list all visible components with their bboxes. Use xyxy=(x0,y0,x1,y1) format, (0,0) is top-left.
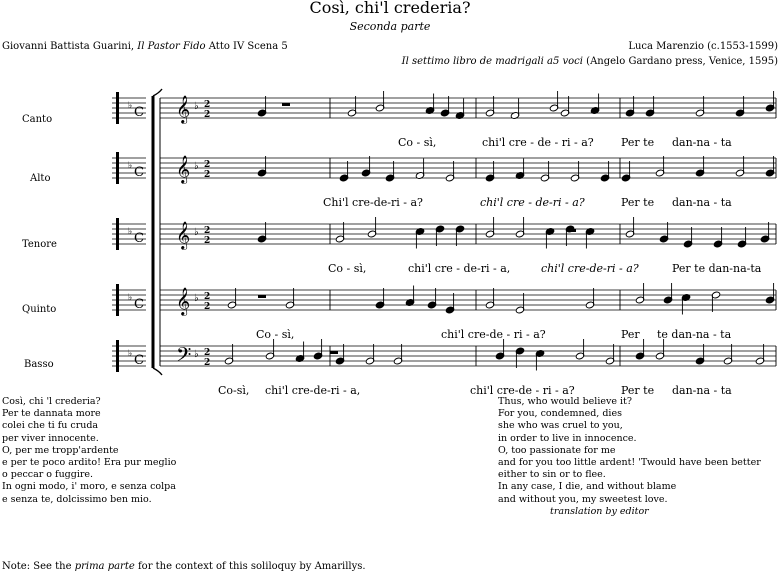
footnote-prefix: Note: See the xyxy=(2,561,72,572)
rest xyxy=(330,351,338,354)
poem-line: colei che ti fu cruda xyxy=(2,420,99,432)
treble-clef: 𝄞 xyxy=(176,155,191,183)
meter-num: 2 xyxy=(204,226,211,236)
meter-den: 2 xyxy=(204,110,211,120)
poem-line: e per te poco ardito! Era pur meglio xyxy=(2,457,177,469)
meter-num: 2 xyxy=(204,292,211,302)
lyric-tenore-3: chi'l cre-de-ri - a? xyxy=(541,262,639,275)
lyric-canto-1: Co - sì, xyxy=(398,136,437,149)
key-flat: ♭ xyxy=(194,227,199,238)
translation-credit: translation by editor xyxy=(550,505,649,517)
incipit-meter: C xyxy=(134,353,144,368)
poem-line: O, per me tropp'ardente xyxy=(2,444,119,456)
lyric-quinto-4: te dan-na - ta xyxy=(657,328,732,341)
lyric-basso-3: chi'l cre-de - ri - a? xyxy=(470,384,575,397)
incipit-meter: C xyxy=(134,105,144,120)
poem-line: o peccar o fuggire. xyxy=(2,469,94,481)
lyric-alto-4: dan-na - ta xyxy=(672,196,732,209)
composer-credit: Luca Marenzio (c.1553-1599) xyxy=(628,41,778,52)
poem-translation xyxy=(498,396,761,518)
rest xyxy=(258,295,266,298)
poem-line: In ogni modo, i' moro, e senza colpa xyxy=(2,481,176,493)
poem-original xyxy=(2,396,176,506)
lyric-quinto-2: chi'l cre-de - ri - a? xyxy=(441,328,546,341)
voice-name-alto: Alto xyxy=(30,173,51,184)
incipit-clef xyxy=(116,92,119,124)
translation-line: and for you too little ardent! 'Twould have been better xyxy=(498,457,761,469)
key-flat: ♭ xyxy=(194,349,199,360)
incipit-clef xyxy=(116,284,119,316)
incipit-clef xyxy=(116,152,119,184)
poem-line: e senza te, dolcissimo ben mio. xyxy=(2,493,152,505)
text-credit-author: Giovanni Battista Guarini, xyxy=(2,41,135,52)
voice-name-quinto: Quinto xyxy=(22,304,57,315)
piece-subtitle: Seconda parte xyxy=(349,20,431,33)
meter-den: 2 xyxy=(204,302,211,312)
meter-num: 2 xyxy=(204,160,211,170)
key-flat: ♭ xyxy=(194,161,199,172)
voice-name-tenore: Tenore xyxy=(22,239,57,250)
footnote-emph: prima parte xyxy=(74,561,135,572)
meter-den: 2 xyxy=(204,170,211,180)
rest xyxy=(568,229,576,232)
lyric-basso-4: Per te xyxy=(621,384,655,397)
lyric-tenore-2: chi'l cre - de-ri - a, xyxy=(408,262,511,275)
lyric-canto-3: Per te xyxy=(621,136,655,149)
translation-line: In any case, I die, and without blame xyxy=(498,481,677,493)
text-credit-work: Il Pastor Fido xyxy=(137,41,206,52)
incipit-clef xyxy=(116,340,119,372)
key-flat: ♭ xyxy=(194,101,199,112)
incipit-flat: ♭ xyxy=(128,293,133,303)
incipit-meter: C xyxy=(134,231,144,246)
lyric-canto-2: chi'l cre - de - ri - a? xyxy=(482,136,594,149)
source-title: Il settimo libro de madrigali a5 voci xyxy=(401,56,583,67)
translation-line: and without you, my sweetest love. xyxy=(498,493,668,505)
lyric-basso-5: dan-na - ta xyxy=(672,384,732,397)
rest xyxy=(282,103,290,106)
incipit-flat: ♭ xyxy=(128,349,133,359)
meter-num: 2 xyxy=(204,100,211,110)
source-rest: (Angelo Gardano press, Venice, 1595) xyxy=(586,56,778,67)
incipit-flat: ♭ xyxy=(128,161,133,171)
bass-clef: 𝄢 xyxy=(176,343,192,371)
lyric-quinto-1: Co - sì, xyxy=(256,328,295,341)
meter-den: 2 xyxy=(204,236,211,246)
poem-line: Così, chi 'l crederia? xyxy=(2,396,101,407)
incipit-clef xyxy=(116,218,119,250)
lyric-basso-2: chi'l cre-de-ri - a, xyxy=(265,384,361,397)
voice-name-basso: Basso xyxy=(24,359,54,370)
poem-line: Per te dannata more xyxy=(2,408,101,420)
lyric-canto-4: dan-na - ta xyxy=(672,136,732,149)
treble-clef: 𝄞 xyxy=(176,95,191,123)
lyric-alto-3: Per te xyxy=(621,196,655,209)
lyric-tenore-1: Co - sì, xyxy=(328,262,367,275)
piece-title: Così, chi'l crederia? xyxy=(309,0,471,17)
voice-name-canto: Canto xyxy=(22,114,53,125)
lyric-basso-1: Co-sì, xyxy=(218,384,250,397)
text-credit-rest: Atto IV Scena 5 xyxy=(208,41,288,52)
treble-clef: 𝄞 xyxy=(176,221,191,249)
treble-clef: 𝄞 xyxy=(176,287,191,315)
lyric-quinto-3: Per xyxy=(621,328,640,341)
translation-line: in order to live in innocence. xyxy=(498,432,637,444)
meter-num: 2 xyxy=(204,348,211,358)
translation-line: For you, condemned, dies xyxy=(498,408,622,420)
bracket-top-hook xyxy=(153,89,162,96)
meter-den: 2 xyxy=(204,358,211,368)
translation-line: she who was cruel to you, xyxy=(498,420,623,432)
incipit-meter: C xyxy=(134,165,144,180)
bracket-bottom-hook xyxy=(153,368,162,375)
translation-line: O, too passionate for me xyxy=(498,444,616,456)
key-flat: ♭ xyxy=(194,293,199,304)
footnote xyxy=(2,561,366,572)
translation-line: Thus, who would believe it? xyxy=(498,396,632,407)
lyric-alto-2: chi'l cre - de-ri - a? xyxy=(480,196,585,209)
poem-line: per viver innocente. xyxy=(2,432,99,444)
lyric-alto-1: Chi'l cre-de-ri - a? xyxy=(323,196,423,209)
incipit-meter: C xyxy=(134,297,144,312)
incipit-flat: ♭ xyxy=(128,227,133,237)
footnote-suffix: for the context of this soliloquy by Amarillys. xyxy=(137,561,366,572)
translation-line: either to sin or to flee. xyxy=(498,469,606,481)
lyric-tenore-4: Per te dan-na-ta xyxy=(672,262,762,275)
incipit-flat: ♭ xyxy=(128,101,133,111)
